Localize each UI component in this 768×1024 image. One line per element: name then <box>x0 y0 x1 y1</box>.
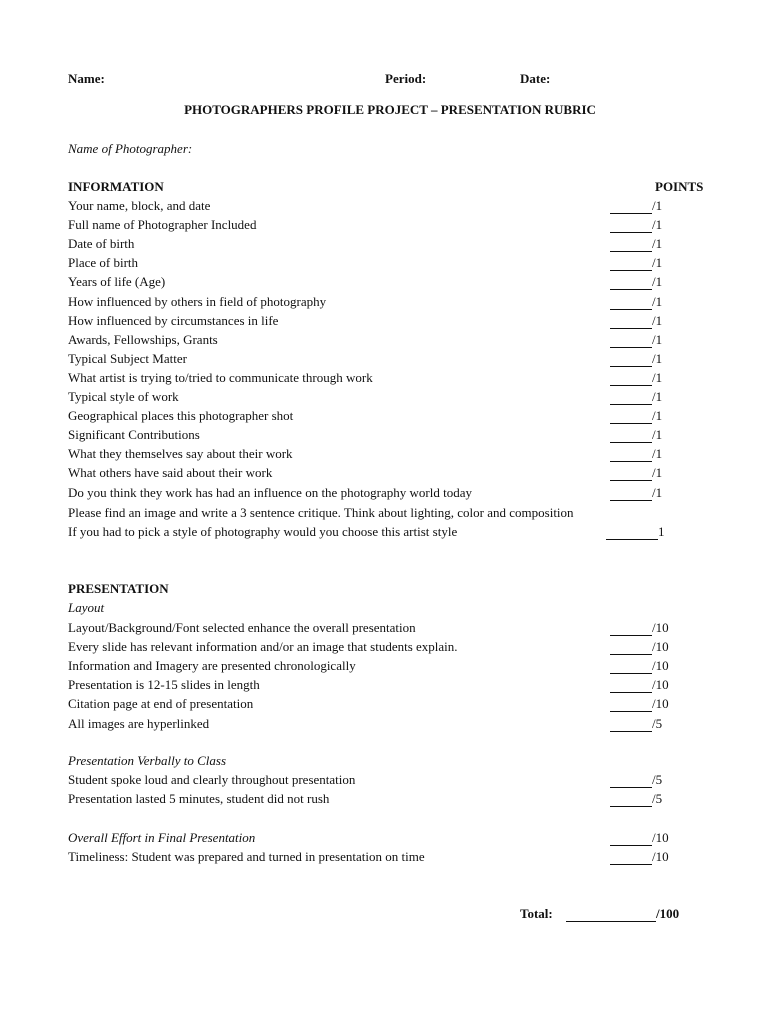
effort-subheading: Overall Effort in Final Presentation <box>68 830 256 845</box>
information-item-points: /1 <box>610 408 662 424</box>
score-blank[interactable] <box>610 239 652 252</box>
information-item-points: /1 <box>610 217 662 233</box>
timeliness-text: Timeliness: Student was prepared and turned in presentation on time <box>68 849 425 864</box>
information-item-row <box>68 332 708 351</box>
layout-item-row <box>68 620 708 639</box>
information-item-text: Typical style of work <box>68 389 179 404</box>
information-item-text: Geographical places this photographer shot <box>68 408 294 424</box>
information-item-row <box>68 408 708 427</box>
information-item-points: /1 <box>610 351 662 367</box>
information-item-text: Years of life (Age) <box>68 274 166 290</box>
information-item-points: /1 <box>610 236 662 252</box>
score-blank[interactable] <box>610 297 652 310</box>
information-item-points: /1 <box>610 370 662 386</box>
score-blank[interactable] <box>610 833 652 846</box>
timeliness-row <box>68 849 708 868</box>
information-item-points: /1 <box>610 446 662 462</box>
information-item-row <box>68 427 708 446</box>
score-blank[interactable] <box>610 449 652 462</box>
effort-row <box>68 830 708 849</box>
score-blank[interactable] <box>610 373 652 386</box>
score-blank[interactable] <box>610 335 652 348</box>
information-item-text: Awards, Fellowships, Grants <box>68 331 218 347</box>
layout-item-points: /5 <box>610 716 662 732</box>
information-item-row <box>68 313 708 332</box>
score-blank[interactable] <box>610 354 652 367</box>
layout-item-text: Citation page at end of presentation <box>68 696 254 712</box>
layout-item-text: Information and Imagery are presented chronologically <box>68 658 356 674</box>
information-item-text: Significant Contributions <box>68 427 200 443</box>
information-item-row <box>68 389 708 408</box>
information-item-row <box>68 485 708 504</box>
layout-item-points: /10 <box>610 620 669 636</box>
information-item-row <box>68 217 708 236</box>
information-item-row <box>68 236 708 255</box>
information-item-points: /1 <box>610 255 662 271</box>
layout-item-text: Presentation is 12-15 slides in length <box>68 677 260 693</box>
information-item-text: Typical Subject Matter <box>68 350 187 366</box>
information-item-row <box>68 274 708 293</box>
layout-subheading: Layout <box>68 600 105 615</box>
information-item-text: Full name of Photographer Included <box>68 217 257 233</box>
information-item-text: How influenced by circumstances in life <box>68 312 279 328</box>
score-blank[interactable] <box>610 277 652 290</box>
score-blank[interactable] <box>610 201 652 214</box>
verbal-item-row <box>68 791 708 810</box>
information-item-text: How influenced by others in field of photography <box>68 293 327 309</box>
score-blank[interactable] <box>610 661 652 674</box>
critique-row <box>68 505 708 524</box>
score-blank[interactable] <box>610 623 652 636</box>
effort-points: /10 <box>610 830 669 846</box>
score-blank[interactable] <box>610 852 652 865</box>
information-item-points: /1 <box>610 198 662 214</box>
points-heading: POINTS <box>655 179 704 194</box>
presentation-heading: PRESENTATION <box>68 581 169 596</box>
score-blank[interactable] <box>610 719 652 732</box>
score-blank[interactable] <box>610 680 652 693</box>
score-blank[interactable] <box>610 430 652 443</box>
layout-item-row <box>68 696 708 715</box>
layout-item-row <box>68 716 708 735</box>
score-blank[interactable] <box>610 699 652 712</box>
score-blank[interactable] <box>610 220 652 233</box>
information-item-text: What they themselves say about their work <box>68 446 293 462</box>
information-item-row <box>68 351 708 370</box>
verbal-item-text: Student spoke loud and clearly throughout presentation <box>68 772 356 787</box>
information-item-points: /1 <box>610 332 662 348</box>
name-label: Name: <box>68 71 105 86</box>
score-blank[interactable] <box>610 775 652 788</box>
score-blank[interactable] <box>610 316 652 329</box>
critique-text: Please find an image and write a 3 sentence critique. Think about lighting, color and composition <box>68 505 574 520</box>
layout-item-points: /10 <box>610 658 669 674</box>
score-blank[interactable] <box>610 258 652 271</box>
information-item-points: /1 <box>610 294 662 310</box>
information-item-row <box>68 446 708 465</box>
style-text: If you had to pick a style of photography would you choose this artist style <box>68 524 458 539</box>
layout-item-text: All images are hyperlinked <box>68 715 210 731</box>
layout-item-points: /10 <box>610 639 669 655</box>
verbal-subheading: Presentation Verbally to Class <box>68 753 227 768</box>
information-heading: INFORMATION <box>68 179 164 194</box>
style-points: 1 <box>606 524 665 540</box>
timeliness-points: /10 <box>610 849 669 865</box>
layout-item-points: /10 <box>610 677 669 693</box>
score-blank[interactable] <box>606 527 658 540</box>
total-label: Total: <box>520 906 553 921</box>
verbal-item-row <box>68 772 708 791</box>
information-item-points: /1 <box>610 389 662 405</box>
information-item-row <box>68 294 708 313</box>
information-item-points: /1 <box>610 274 662 290</box>
verbal-item-text: Presentation lasted 5 minutes, student did not rush <box>68 791 330 807</box>
style-row <box>68 524 708 543</box>
information-item-row <box>68 255 708 274</box>
layout-item-row <box>68 677 708 696</box>
total-blank[interactable] <box>566 909 656 922</box>
information-item-row <box>68 198 708 217</box>
total-points: /100 <box>566 906 679 922</box>
information-item-row <box>68 370 708 389</box>
layout-item-points: /10 <box>610 696 669 712</box>
information-item-text: Do you think they work has had an influence on the photography world today <box>68 484 472 500</box>
information-item-points: /1 <box>610 313 662 329</box>
verbal-item-points: /5 <box>610 772 662 788</box>
score-blank[interactable] <box>610 488 652 501</box>
information-item-points: /1 <box>610 465 662 481</box>
period-label: Period: <box>385 71 427 86</box>
information-item-text: What artist is trying to/tried to communicate through work <box>68 369 373 385</box>
score-blank[interactable] <box>610 392 652 405</box>
information-item-text: Your name, block, and date <box>68 198 211 213</box>
photographer-name-label: Name of Photographer: <box>68 141 193 156</box>
date-label: Date: <box>520 71 551 86</box>
score-blank[interactable] <box>610 642 652 655</box>
layout-item-row <box>68 658 708 677</box>
layout-item-text: Layout/Background/Font selected enhance the overall presentation <box>68 620 416 635</box>
information-item-text: Date of birth <box>68 236 135 252</box>
layout-item-row <box>68 639 708 658</box>
layout-item-text: Every slide has relevant information and/or an image that students explain. <box>68 639 458 655</box>
score-blank[interactable] <box>610 794 652 807</box>
page-title: PHOTOGRAPHERS PROFILE PROJECT – PRESENTATION RUBRIC <box>184 102 596 117</box>
information-item-points: /1 <box>610 485 662 501</box>
score-blank[interactable] <box>610 468 652 481</box>
score-blank[interactable] <box>610 411 652 424</box>
information-item-row <box>68 465 708 484</box>
information-item-text: What others have said about their work <box>68 465 273 481</box>
information-item-text: Place of birth <box>68 255 139 271</box>
verbal-item-points: /5 <box>610 791 662 807</box>
information-item-points: /1 <box>610 427 662 443</box>
